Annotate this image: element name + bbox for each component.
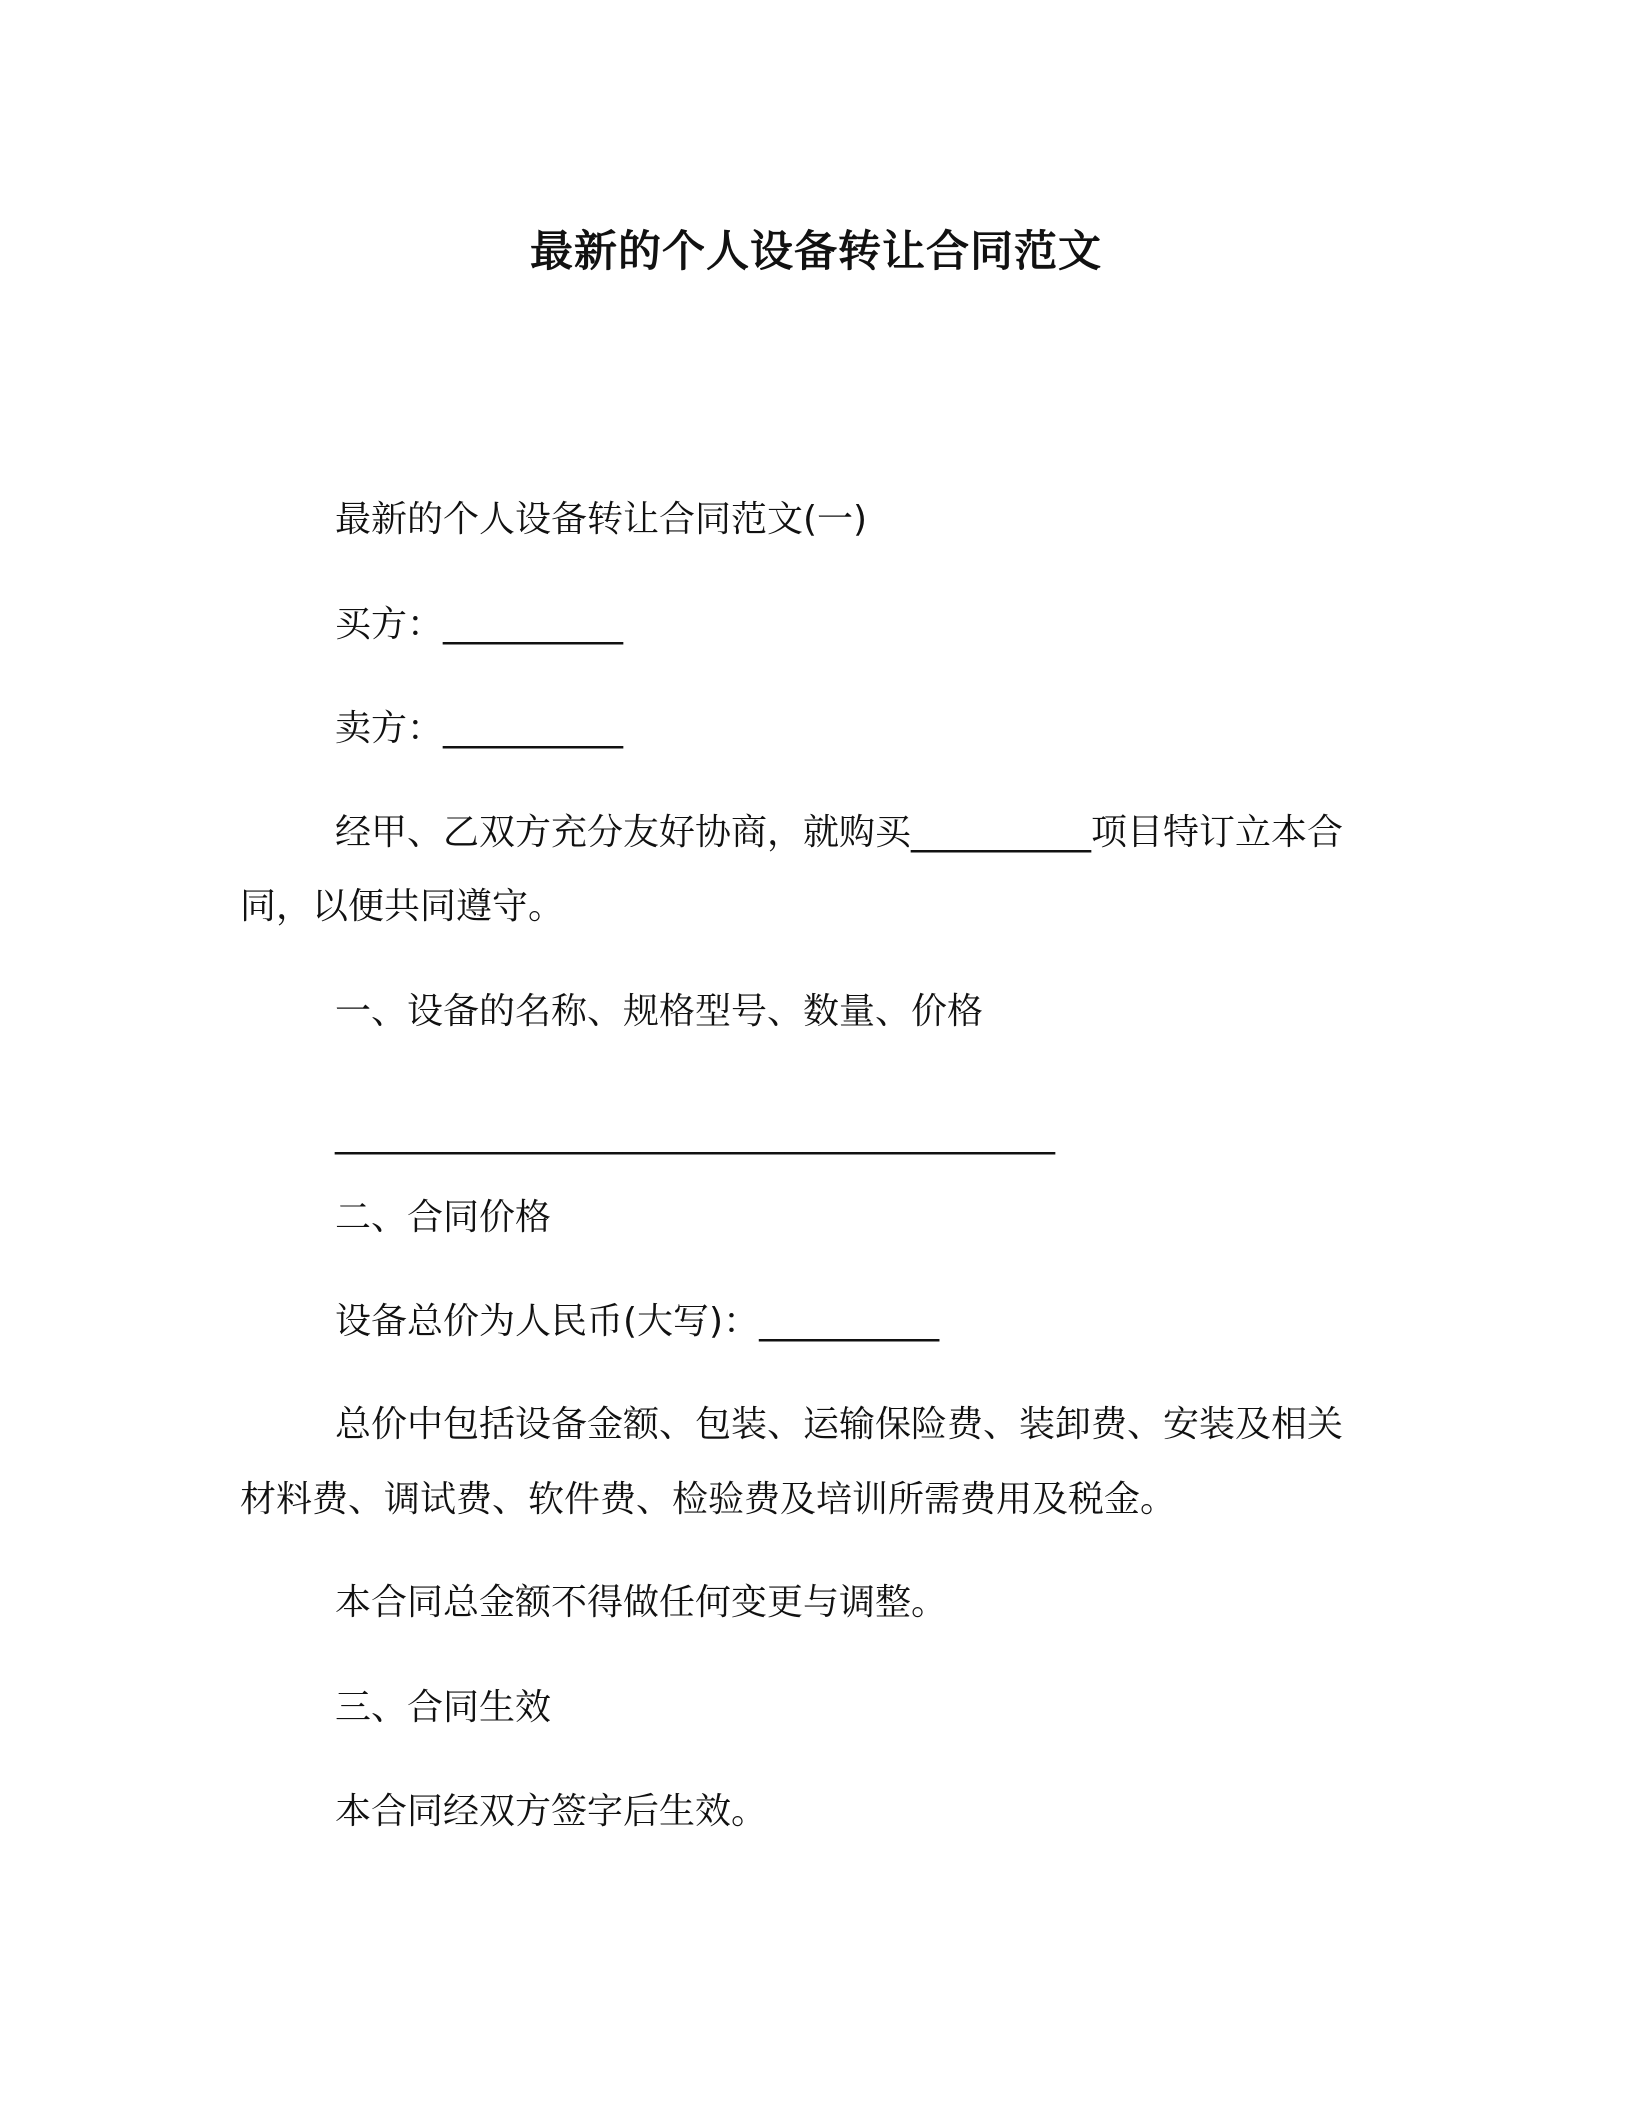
buyer-line: 买方：__________ xyxy=(335,604,624,645)
price-includes-line-1: 总价中包括设备金额、包装、运输保险费、装卸费、安装及相关 xyxy=(335,1404,1344,1445)
intro-paragraph-line-2: 同，以便共同遵守。 xyxy=(240,886,565,927)
price-includes-line-2: 材料费、调试费、软件费、检验费及培训所需费用及税金。 xyxy=(240,1479,1177,1520)
total-price-line: 设备总价为人民币(大写)：__________ xyxy=(335,1301,940,1342)
seller-line: 卖方：__________ xyxy=(335,708,624,749)
contract-subtitle: 最新的个人设备转让合同范文(一) xyxy=(335,499,868,540)
section-heading-1: 一、设备的名称、规格型号、数量、价格 xyxy=(335,991,984,1032)
section-heading-3: 三、合同生效 xyxy=(335,1687,552,1728)
intro-paragraph-line-1: 经甲、乙双方充分友好协商，就购买__________项目特订立本合 xyxy=(335,812,1344,853)
effective-clause: 本合同经双方签字后生效。 xyxy=(335,1791,768,1832)
no-change-clause: 本合同总金额不得做任何变更与调整。 xyxy=(335,1582,948,1623)
equipment-blank-line: ________________________________________ xyxy=(335,1114,1055,1155)
section-heading-2: 二、合同价格 xyxy=(335,1197,552,1238)
document-title: 最新的个人设备转让合同范文 xyxy=(530,227,1102,277)
